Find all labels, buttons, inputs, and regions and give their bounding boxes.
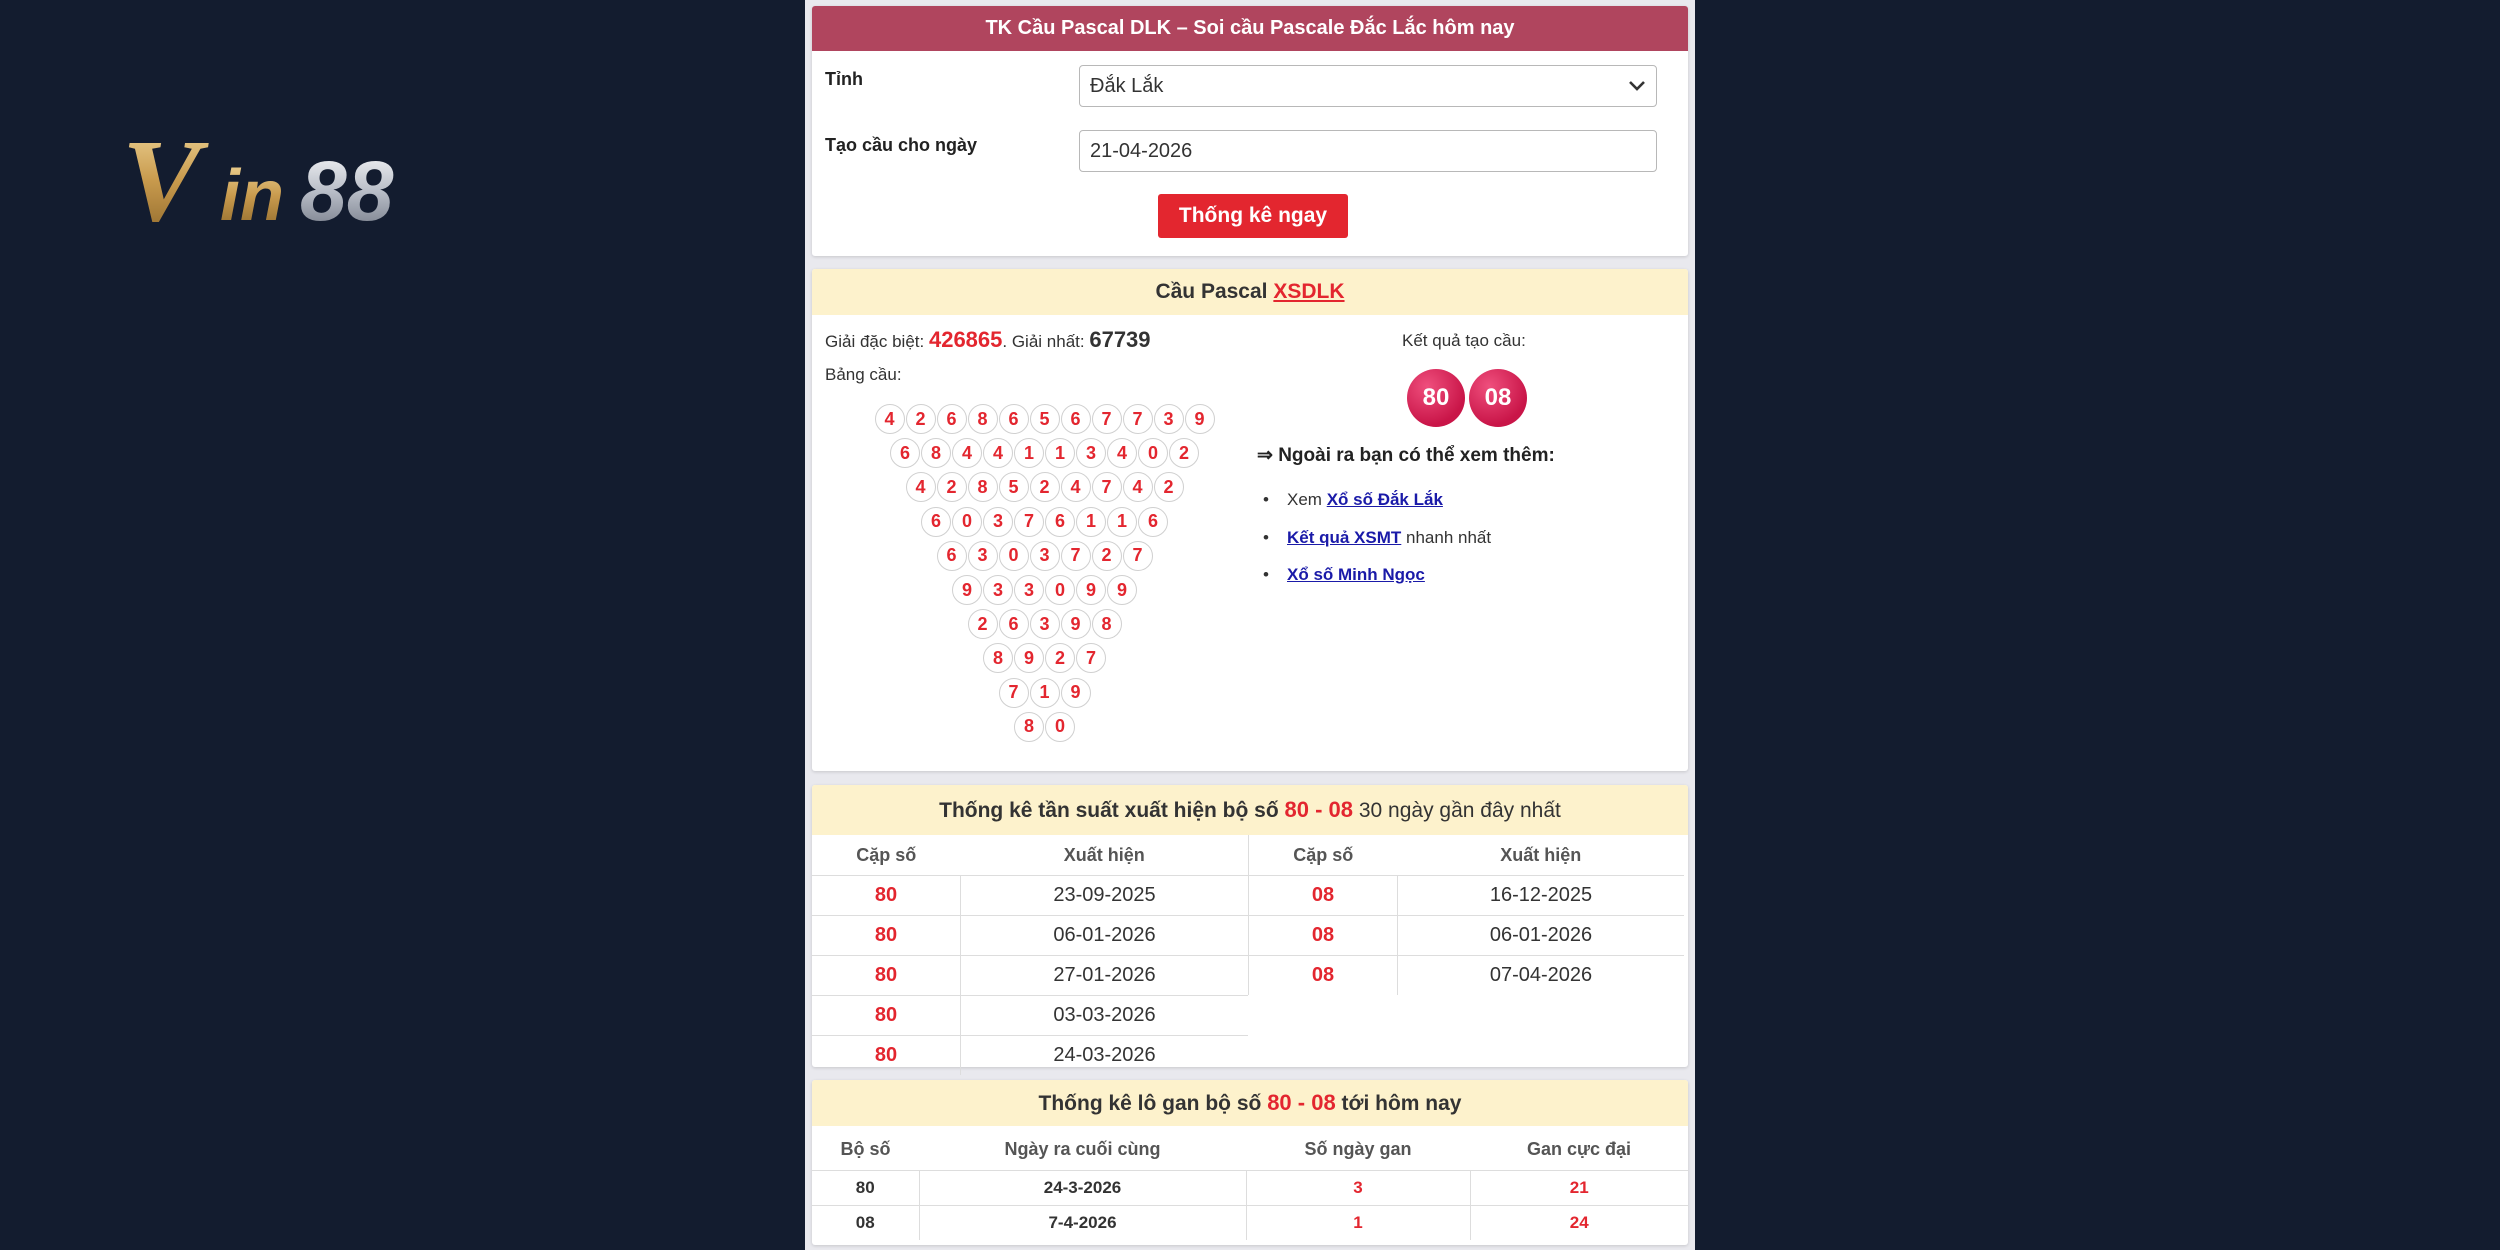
triangle-row bbox=[968, 609, 1123, 639]
pascal-digit: 3 bbox=[1030, 541, 1060, 571]
gan-table bbox=[812, 1128, 1688, 1240]
pascal-digit: 3 bbox=[1154, 404, 1184, 434]
pascal-digit: 9 bbox=[952, 575, 982, 605]
pascal-digit: 8 bbox=[968, 472, 998, 502]
xsdlk-link[interactable]: XSDLK bbox=[1273, 280, 1345, 303]
pascal-digit: 8 bbox=[921, 438, 951, 468]
date-cell: 16-12-2025 bbox=[1398, 876, 1685, 916]
pascal-digit: 2 bbox=[937, 472, 967, 502]
date-label: Tạo cầu cho ngày bbox=[825, 135, 978, 155]
pascal-digit: 2 bbox=[968, 609, 998, 639]
pascal-digit: 6 bbox=[921, 507, 951, 537]
vin88-logo bbox=[120, 120, 480, 230]
freq-title-suffix: 30 ngày gần đây nhất bbox=[1358, 799, 1561, 822]
ket-qua-xsmt-link[interactable]: Kết quả XSMT bbox=[1287, 528, 1402, 547]
first-prize-label: . Giải nhất: bbox=[1002, 332, 1085, 351]
table-label: Bảng cầu: bbox=[825, 365, 902, 384]
frequency-card bbox=[812, 785, 1688, 1067]
pascal-digit: 1 bbox=[1014, 438, 1044, 468]
pascal-digit: 6 bbox=[999, 609, 1029, 639]
table-row bbox=[812, 1036, 1248, 1076]
pascal-digit: 0 bbox=[952, 507, 982, 537]
pascal-digit: 7 bbox=[1123, 541, 1153, 571]
province-label: Tỉnh bbox=[825, 69, 863, 89]
pascal-digit: 9 bbox=[1107, 575, 1137, 605]
gan-max-cell: 21 bbox=[1470, 1171, 1688, 1206]
gan-title-suffix: tới hôm nay bbox=[1341, 1092, 1462, 1115]
xo-so-dak-lak-link[interactable]: Xổ số Đắk Lắk bbox=[1326, 490, 1443, 509]
pascal-digit: 7 bbox=[1014, 507, 1044, 537]
bullet-icon: • bbox=[1263, 565, 1269, 584]
table-row bbox=[1249, 916, 1685, 956]
gan-days-cell: 1 bbox=[1246, 1206, 1470, 1241]
table-row bbox=[812, 1171, 1688, 1206]
svg-text:88: 88 bbox=[300, 144, 394, 230]
more-link-suffix: nhanh nhất bbox=[1401, 528, 1492, 547]
triangle-row bbox=[921, 507, 1169, 537]
triangle-row bbox=[875, 404, 1216, 434]
pascal-digit: 4 bbox=[1061, 472, 1091, 502]
pascal-digit: 1 bbox=[1107, 507, 1137, 537]
pascal-digit: 8 bbox=[968, 404, 998, 434]
pair-cell: 08 bbox=[1249, 916, 1398, 956]
col-pair: Cặp số bbox=[856, 844, 917, 865]
pascal-digit: 2 bbox=[906, 404, 936, 434]
more-link-prefix: Xem bbox=[1287, 490, 1327, 509]
pascal-digit: 6 bbox=[1138, 507, 1168, 537]
pascal-header-text: Cầu Pascal bbox=[1155, 280, 1268, 303]
pascal-digit: 2 bbox=[1154, 472, 1184, 502]
bullet-icon: • bbox=[1263, 528, 1269, 547]
pascal-digit: 1 bbox=[1045, 438, 1075, 468]
gan-title-pair: 80 - 08 bbox=[1267, 1090, 1336, 1115]
date-input[interactable]: 21-04-2026 bbox=[1079, 130, 1657, 172]
table-row bbox=[812, 916, 1248, 956]
pair-cell: 80 bbox=[812, 876, 961, 916]
pascal-form-card bbox=[812, 6, 1688, 256]
pascal-digit: 5 bbox=[999, 472, 1029, 502]
col-bo-so: Bộ số bbox=[840, 1138, 891, 1159]
triangle-row bbox=[1014, 712, 1076, 742]
col-gan-max: Gan cực đại bbox=[1526, 1138, 1632, 1159]
triangle-row bbox=[999, 678, 1092, 708]
gan-days-cell: 3 bbox=[1246, 1171, 1470, 1206]
bullet-icon: • bbox=[1263, 490, 1269, 509]
bo-so-cell: 80 bbox=[812, 1171, 919, 1206]
date-cell: 23-09-2025 bbox=[961, 876, 1249, 916]
pascal-digit: 4 bbox=[906, 472, 936, 502]
date-cell: 27-01-2026 bbox=[961, 956, 1249, 996]
table-row bbox=[812, 1206, 1688, 1241]
pascal-digit: 7 bbox=[1092, 472, 1122, 502]
pascal-digit: 9 bbox=[1061, 678, 1091, 708]
content-panel bbox=[805, 0, 1695, 1250]
pascal-digit: 4 bbox=[1107, 438, 1137, 468]
pascal-digit: 9 bbox=[1185, 404, 1215, 434]
freq-header bbox=[812, 785, 1688, 835]
pair-cell: 80 bbox=[812, 916, 961, 956]
pascal-digit: 9 bbox=[1014, 643, 1044, 673]
triangle-row bbox=[937, 541, 1154, 571]
date-cell: 07-04-2026 bbox=[1398, 956, 1685, 996]
pascal-digit: 4 bbox=[1123, 472, 1153, 502]
province-select[interactable] bbox=[1079, 65, 1657, 107]
pair-cell: 08 bbox=[1249, 876, 1398, 916]
svg-text:V: V bbox=[122, 120, 201, 230]
pair-cell: 80 bbox=[812, 1036, 961, 1076]
pascal-digit: 6 bbox=[1061, 404, 1091, 434]
prize-line bbox=[825, 327, 1151, 353]
pascal-digit: 7 bbox=[1076, 643, 1106, 673]
more-title: ⇒ Ngoài ra bạn có thể xem thêm: bbox=[1257, 445, 1555, 466]
pascal-digit: 8 bbox=[1092, 609, 1122, 639]
pair-cell: 80 bbox=[812, 996, 961, 1036]
form-title: TK Cầu Pascal DLK – Soi cầu Pascale Đắc Lắc hôm nay bbox=[812, 6, 1688, 51]
last-date-cell: 24-3-2026 bbox=[919, 1171, 1246, 1206]
freq-table-08 bbox=[1248, 835, 1684, 995]
pascal-digit: 3 bbox=[983, 507, 1013, 537]
special-prize-value: 426865 bbox=[928, 327, 1003, 352]
gan-header bbox=[812, 1080, 1688, 1126]
result-ball: 80 bbox=[1407, 369, 1465, 427]
col-pair: Cặp số bbox=[1293, 844, 1354, 865]
col-appear: Xuất hiện bbox=[1500, 844, 1582, 865]
pascal-header bbox=[812, 269, 1688, 315]
triangle-row bbox=[906, 472, 1185, 502]
pascal-digit: 0 bbox=[1045, 712, 1075, 742]
pascal-digit: 6 bbox=[1045, 507, 1075, 537]
pascal-digit: 0 bbox=[1138, 438, 1168, 468]
pascal-digit: 5 bbox=[1030, 404, 1060, 434]
pascal-digit: 6 bbox=[999, 404, 1029, 434]
date-cell: 06-01-2026 bbox=[1398, 916, 1685, 956]
triangle-row bbox=[890, 438, 1200, 468]
pascal-digit: 3 bbox=[1014, 575, 1044, 605]
lo-gan-card bbox=[812, 1080, 1688, 1245]
svg-text:in: in bbox=[220, 156, 284, 230]
more-link-item bbox=[1263, 528, 1492, 548]
pascal-digit: 0 bbox=[1045, 575, 1075, 605]
pascal-digit: 9 bbox=[1061, 609, 1091, 639]
province-value: Đắk Lắk bbox=[1090, 74, 1164, 97]
freq-title-pair: 80 - 08 bbox=[1284, 797, 1353, 822]
col-gan-days: Số ngày gan bbox=[1304, 1138, 1412, 1159]
pascal-digit: 4 bbox=[875, 404, 905, 434]
date-cell: 06-01-2026 bbox=[961, 916, 1249, 956]
freq-title-prefix: Thống kê tần suất xuất hiện bộ số bbox=[939, 799, 1279, 822]
pascal-digit: 6 bbox=[890, 438, 920, 468]
freq-table-80 bbox=[812, 835, 1248, 1075]
special-prize-label: Giải đặc biệt: bbox=[825, 332, 925, 351]
chevron-down-icon bbox=[1628, 80, 1646, 92]
table-row bbox=[1249, 876, 1685, 916]
pascal-digit: 2 bbox=[1045, 643, 1075, 673]
pascal-digit: 2 bbox=[1092, 541, 1122, 571]
pair-cell: 80 bbox=[812, 956, 961, 996]
result-ball: 08 bbox=[1469, 369, 1527, 427]
pascal-digit: 9 bbox=[1076, 575, 1106, 605]
date-cell: 24-03-2026 bbox=[961, 1036, 1249, 1076]
pascal-digit: 7 bbox=[1061, 541, 1091, 571]
pascal-digit: 4 bbox=[983, 438, 1013, 468]
table-row bbox=[812, 956, 1248, 996]
pascal-digit: 2 bbox=[1169, 438, 1199, 468]
result-label: Kết quả tạo cầu: bbox=[1402, 331, 1526, 350]
triangle-row bbox=[983, 643, 1107, 673]
pascal-digit: 0 bbox=[999, 541, 1029, 571]
more-link-item bbox=[1263, 490, 1443, 510]
date-cell: 03-03-2026 bbox=[961, 996, 1249, 1036]
table-row bbox=[812, 996, 1248, 1036]
gan-max-cell: 24 bbox=[1470, 1206, 1688, 1241]
pascal-digit: 3 bbox=[983, 575, 1013, 605]
triangle-row bbox=[952, 575, 1138, 605]
pascal-digit: 6 bbox=[937, 404, 967, 434]
xo-so-minh-ngoc-link[interactable]: Xổ số Minh Ngọc bbox=[1287, 565, 1425, 584]
pascal-digit: 3 bbox=[968, 541, 998, 571]
col-appear: Xuất hiện bbox=[1063, 844, 1145, 865]
submit-button[interactable]: Thống kê ngay bbox=[1158, 194, 1348, 238]
first-prize-value: 67739 bbox=[1089, 327, 1151, 352]
pascal-digit: 7 bbox=[1123, 404, 1153, 434]
pair-cell: 08 bbox=[1249, 956, 1398, 996]
more-link-item bbox=[1263, 565, 1425, 585]
gan-title-prefix: Thống kê lô gan bộ số bbox=[1038, 1092, 1262, 1115]
pascal-result-card bbox=[812, 269, 1688, 771]
pascal-digit: 8 bbox=[983, 643, 1013, 673]
pascal-digit: 6 bbox=[937, 541, 967, 571]
pascal-digit: 4 bbox=[952, 438, 982, 468]
table-row bbox=[1249, 956, 1685, 996]
table-row bbox=[812, 876, 1248, 916]
pascal-digit: 3 bbox=[1076, 438, 1106, 468]
pascal-digit: 7 bbox=[999, 678, 1029, 708]
pascal-digit: 7 bbox=[1092, 404, 1122, 434]
last-date-cell: 7-4-2026 bbox=[919, 1206, 1246, 1241]
pascal-digit: 3 bbox=[1030, 609, 1060, 639]
pascal-digit: 2 bbox=[1030, 472, 1060, 502]
col-last-date: Ngày ra cuối cùng bbox=[1004, 1138, 1161, 1159]
pascal-digit: 8 bbox=[1014, 712, 1044, 742]
bo-so-cell: 08 bbox=[812, 1206, 919, 1241]
pascal-digit: 1 bbox=[1076, 507, 1106, 537]
pascal-digit: 1 bbox=[1030, 678, 1060, 708]
